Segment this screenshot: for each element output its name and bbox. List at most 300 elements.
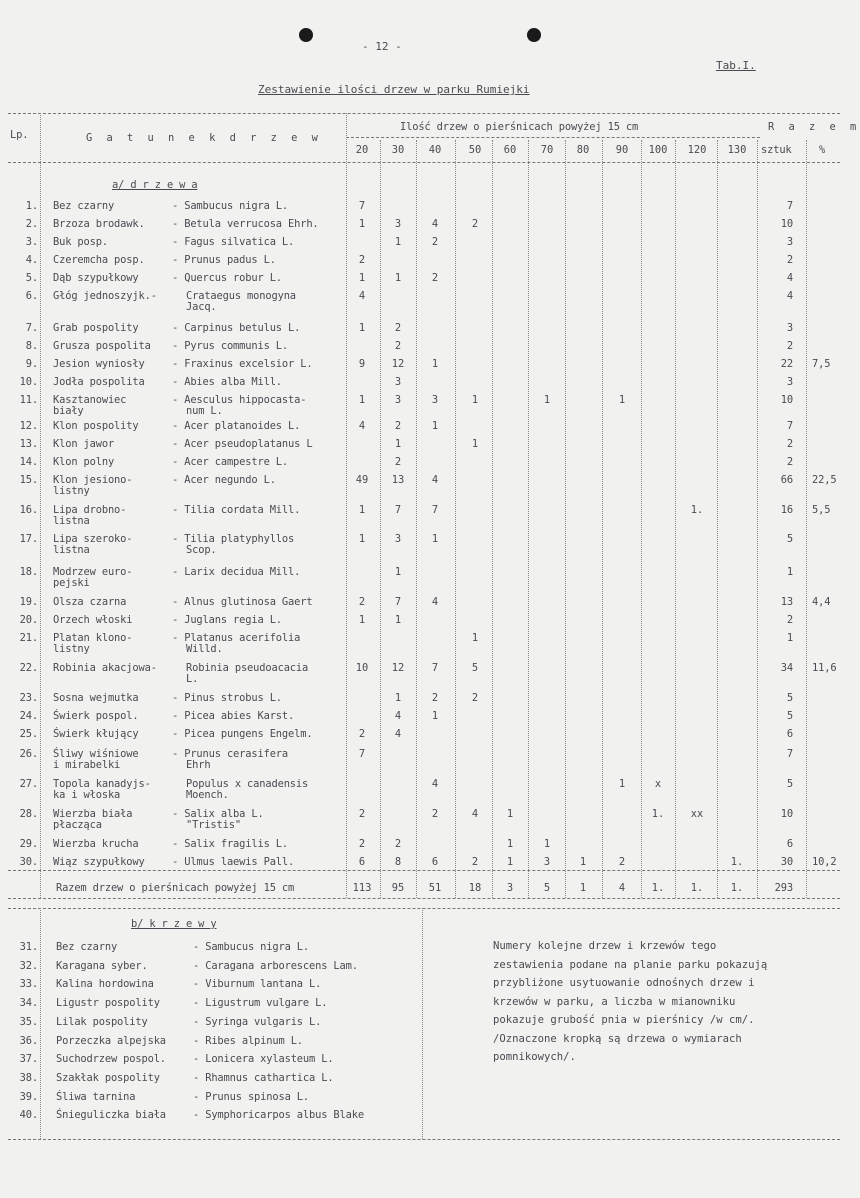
count-cell-100: x — [654, 778, 662, 790]
tree-common-name: biały — [53, 405, 84, 417]
count-cell-20: 1 — [358, 322, 366, 334]
tree-number: 26. — [19, 748, 38, 760]
tree-number: 1. — [25, 200, 38, 212]
count-cell-20: 1 — [358, 533, 366, 545]
count-cell-70: 1 — [543, 838, 551, 850]
tree-latin-name: - Prunus padus L. — [172, 254, 276, 266]
tree-number: 15. — [19, 474, 38, 486]
row-total: 16 — [780, 504, 793, 516]
count-cell-20: 1 — [358, 394, 366, 406]
count-cell-20: 1 — [358, 272, 366, 284]
tree-common-name: Klon pospolity — [53, 420, 139, 432]
tree-number: 12. — [19, 420, 38, 432]
tree-number: 7. — [25, 322, 38, 334]
tree-common-name: Jesion wyniosły — [53, 358, 145, 370]
row-percent: 5,5 — [812, 504, 831, 516]
count-cell-30: 1 — [394, 566, 402, 578]
column-rule — [757, 140, 758, 898]
count-cell-20: 7 — [358, 748, 366, 760]
section-trees-heading: a/ d r z e w a — [112, 179, 198, 191]
tree-latin-name: - Pinus strobus L. — [172, 692, 282, 704]
tree-number: 14. — [19, 456, 38, 468]
count-cell-20: 49 — [355, 474, 369, 486]
tree-latin-name: - Salix fragilis L. — [172, 838, 289, 850]
count-cell-30: 2 — [394, 838, 402, 850]
tree-latin-name: L. — [186, 673, 199, 685]
tree-common-name: Modrzew euro- — [53, 566, 133, 578]
tree-latin-name: - Betula verrucosa Ehrh. — [172, 218, 319, 230]
row-total: 66 — [780, 474, 793, 486]
header-column-20: 20 — [355, 144, 369, 156]
tree-latin-name: - Alnus glutinosa Gaert — [172, 596, 313, 608]
column-rule — [455, 140, 456, 898]
tree-latin-name: - Abies alba Mill. — [172, 376, 282, 388]
header-column-40: 40 — [428, 144, 442, 156]
header-column-50: 50 — [468, 144, 482, 156]
count-cell-20: 2 — [358, 596, 366, 608]
tree-latin-name: Populus x canadensis — [186, 778, 309, 790]
tree-latin-name: - Acer pseudoplatanus L — [172, 438, 313, 450]
tree-number: 9. — [25, 358, 38, 370]
table-reference: Tab.I. — [716, 59, 756, 72]
sum-cell-50: 18 — [468, 882, 482, 894]
shrub-common-name: Szakłak pospolity — [56, 1071, 160, 1084]
count-cell-20: 2 — [358, 838, 366, 850]
count-cell-20: 4 — [358, 420, 366, 432]
tree-common-name: Brzoza brodawk. — [53, 218, 145, 230]
count-cell-20: 7 — [358, 200, 366, 212]
shrub-latin-name: - Viburnum lantana L. — [193, 978, 322, 991]
tree-number: 11. — [19, 394, 38, 406]
rule-line — [346, 137, 760, 138]
tree-latin-name: - Aesculus hippocasta- — [172, 394, 307, 406]
count-cell-40: 2 — [431, 808, 439, 820]
rule-line — [8, 908, 840, 909]
row-total: 6 — [786, 728, 793, 740]
tree-latin-name: - Picea pungens Engelm. — [172, 728, 313, 740]
count-cell-30: 2 — [394, 322, 402, 334]
header-column-100: 100 — [648, 144, 668, 156]
count-cell-30: 3 — [394, 394, 402, 406]
tree-common-name: Olsza czarna — [53, 596, 127, 608]
column-rule — [422, 908, 423, 1139]
header-circumference: Ilość drzew o pierśnicach powyżej 15 cm — [400, 121, 639, 133]
count-cell-20: 1 — [358, 504, 366, 516]
shrub-common-name: Lilak pospolity — [56, 1015, 148, 1028]
row-total: 2 — [786, 340, 793, 352]
tree-common-name: Buk posp. — [53, 236, 108, 248]
tree-common-name: Wierzba biała — [53, 808, 133, 820]
tree-number: 25. — [19, 728, 38, 740]
header-column-80: 80 — [576, 144, 590, 156]
count-cell-30: 12 — [391, 662, 405, 674]
count-cell-40: 1 — [431, 533, 439, 545]
tree-common-name: Kasztanowiec — [53, 394, 127, 406]
count-cell-60: 1 — [506, 856, 514, 868]
shrub-common-name: Karagana syber. — [56, 959, 148, 972]
column-rule — [806, 140, 807, 898]
shrub-common-name: Suchodrzew pospol. — [56, 1053, 166, 1066]
tree-number: 8. — [25, 340, 38, 352]
row-percent: 4,4 — [812, 596, 831, 608]
count-cell-20: 9 — [358, 358, 366, 370]
sum-cell-60: 3 — [506, 882, 514, 894]
tree-common-name: Klon jawor — [53, 438, 115, 450]
tree-common-name: Orzech włoski — [53, 614, 133, 626]
tree-common-name: Klon polny — [53, 456, 115, 468]
count-cell-30: 12 — [391, 358, 405, 370]
tree-common-name: listna — [53, 544, 90, 556]
tree-latin-name: - Acer negundo L. — [172, 474, 276, 486]
rule-line — [8, 162, 840, 163]
count-cell-20: 6 — [358, 856, 366, 868]
tree-number: 17. — [19, 533, 38, 545]
header-column-60: 60 — [503, 144, 517, 156]
shrub-latin-name: - Prunus spinosa L. — [193, 1090, 310, 1103]
count-cell-130: 1. — [730, 856, 744, 868]
section-shrubs-heading: b/ k r z e w y — [131, 918, 217, 930]
count-cell-70: 3 — [543, 856, 551, 868]
rule-line — [8, 870, 840, 871]
tree-number: 4. — [25, 254, 38, 266]
header-column-90: 90 — [615, 144, 629, 156]
count-cell-40: 2 — [431, 692, 439, 704]
tree-latin-name: Scop. — [186, 544, 217, 556]
tree-latin-name: "Tristis" — [186, 819, 241, 831]
shrub-common-name: Bez czarny — [56, 941, 118, 953]
count-cell-20: 10 — [355, 662, 369, 674]
tree-common-name: Bez czarny — [53, 200, 115, 212]
rule-line — [8, 1139, 840, 1140]
count-cell-120: 1. — [690, 504, 704, 516]
count-cell-20: 2 — [358, 254, 366, 266]
row-total: 10 — [780, 218, 793, 230]
row-total: 30 — [780, 856, 793, 868]
row-percent: 22,5 — [812, 474, 837, 486]
count-cell-30: 3 — [394, 533, 402, 545]
tree-latin-name: Moench. — [186, 789, 229, 801]
tree-number: 3. — [25, 236, 38, 248]
tree-latin-name: - Sambucus nigra L. — [172, 200, 289, 212]
sum-cell-30: 95 — [391, 882, 405, 894]
tree-common-name: Dąb szypułkowy — [53, 272, 139, 284]
count-cell-70: 1 — [543, 394, 551, 406]
tree-latin-name: - Juglans regia L. — [172, 614, 282, 626]
column-rule — [346, 113, 347, 898]
tree-latin-name: - Tilia platyphyllos — [172, 533, 295, 545]
explanatory-note: Numery kolejne drzew i krzewów tego zestawienia podane na planie parku pokazują przybliżone usytuowanie odnośnych drzew i krzewów w parku, a liczba w mianowniku pokazuje grubość pnia w pierśnicy /w cm/. /Oznaczone kropką są drzewa o wymiarach pomnikowych/. — [493, 940, 768, 1063]
punch-hole-right — [527, 28, 541, 42]
row-percent: 10,2 — [812, 856, 837, 868]
row-total: 2 — [786, 614, 793, 626]
shrub-number: 31. — [19, 941, 38, 953]
tree-latin-name: Jacq. — [186, 301, 217, 313]
count-cell-50: 1 — [471, 438, 479, 450]
tree-common-name: i mirabelki — [53, 759, 121, 771]
tree-number: 10. — [19, 376, 38, 388]
column-rule — [641, 140, 642, 898]
row-total: 3 — [786, 322, 793, 334]
row-total: 34 — [780, 662, 793, 674]
tree-latin-name: num L. — [186, 405, 223, 417]
tree-latin-name: - Fraxinus excelsior L. — [172, 358, 313, 370]
tree-common-name: Głóg jednoszyjk.- — [53, 290, 157, 302]
header-pieces: sztuk — [761, 144, 792, 156]
row-total: 6 — [786, 838, 793, 850]
row-total: 5 — [786, 778, 793, 790]
row-total: 5 — [786, 692, 793, 704]
row-total: 7 — [786, 200, 793, 212]
count-cell-80: 1 — [579, 856, 587, 868]
tree-latin-name: - Pyrus communis L. — [172, 340, 289, 352]
sum-total: 293 — [774, 882, 793, 894]
tree-common-name: ka i włoska — [53, 789, 121, 801]
tree-latin-name: - Fagus silvatica L. — [172, 236, 295, 248]
row-total: 2 — [786, 438, 793, 450]
shrub-common-name: Śliwa tarnina — [56, 1090, 136, 1103]
shrub-latin-name: - Syringa vulgaris L. — [193, 1015, 322, 1028]
count-cell-20: 4 — [358, 290, 366, 302]
count-cell-120: xx — [690, 808, 704, 820]
tree-latin-name: Crataegus monogyna — [186, 290, 296, 302]
tree-number: 23. — [19, 692, 38, 704]
shrub-latin-name: - Sambucus nigra L. — [193, 941, 310, 953]
count-cell-40: 4 — [431, 778, 439, 790]
tree-latin-name: - Salix alba L. — [172, 808, 264, 820]
row-total: 1 — [786, 566, 793, 578]
count-cell-30: 8 — [394, 856, 402, 868]
tree-latin-name: Ehrh — [186, 759, 211, 771]
sum-cell-80: 1 — [579, 882, 587, 894]
tree-number: 20. — [19, 614, 38, 626]
header-column-30: 30 — [391, 144, 405, 156]
row-total: 3 — [786, 236, 793, 248]
row-total: 13 — [780, 596, 793, 608]
count-cell-40: 1 — [431, 420, 439, 432]
count-cell-30: 4 — [394, 728, 402, 740]
tree-latin-name: Robinia pseudoacacia — [186, 662, 309, 674]
tree-latin-name: - Prunus cerasifera — [172, 748, 289, 760]
tree-number: 18. — [19, 566, 38, 578]
row-total: 22 — [780, 358, 793, 370]
tree-latin-name: - Acer platanoides L. — [172, 420, 301, 432]
shrub-number: 36. — [19, 1034, 38, 1047]
header-column-120: 120 — [687, 144, 707, 156]
sum-cell-70: 5 — [543, 882, 551, 894]
row-percent: 7,5 — [812, 358, 831, 370]
row-total: 7 — [786, 420, 793, 432]
tree-common-name: listny — [53, 643, 90, 655]
shrub-latin-name: - Symphoricarpos albus Blake — [193, 1109, 364, 1122]
column-rule — [565, 140, 566, 898]
tree-common-name: Jodła pospolita — [53, 376, 145, 388]
header-lp: Lp. — [10, 129, 29, 141]
count-cell-60: 1 — [506, 808, 514, 820]
count-cell-30: 2 — [394, 340, 402, 352]
count-cell-30: 1 — [394, 438, 402, 450]
count-cell-40: 2 — [431, 236, 439, 248]
tree-common-name: Czeremcha posp. — [53, 254, 145, 266]
sum-row-label: Razem drzew o pierśnicach powyżej 15 cm — [56, 882, 295, 894]
count-cell-30: 1 — [394, 614, 402, 626]
count-cell-100: 1. — [651, 808, 665, 820]
header-total: R a z e m — [768, 121, 860, 133]
tree-common-name: Grab pospolity — [53, 322, 139, 334]
shrub-latin-name: - Rhamnus cathartica L. — [193, 1071, 334, 1084]
tree-latin-name: - Picea abies Karst. — [172, 710, 295, 722]
row-total: 5 — [786, 710, 793, 722]
shrub-number: 35. — [19, 1015, 38, 1028]
row-total: 7 — [786, 748, 793, 760]
shrub-number: 37. — [19, 1053, 38, 1066]
page-number: - 12 - — [362, 40, 402, 53]
tree-common-name: Wiąz szypułkowy — [53, 856, 145, 868]
header-percent: % — [819, 144, 826, 156]
tree-common-name: Robinia akacjowa- — [53, 662, 157, 674]
sum-cell-40: 51 — [428, 882, 442, 894]
count-cell-50: 2 — [471, 692, 479, 704]
column-rule — [40, 113, 41, 898]
count-cell-30: 7 — [394, 596, 402, 608]
tree-common-name: Świerk kłujący — [53, 728, 139, 740]
count-cell-40: 1 — [431, 710, 439, 722]
tree-latin-name: - Platanus acerifolia — [172, 632, 301, 644]
count-cell-30: 1 — [394, 236, 402, 248]
row-percent: 11,6 — [812, 662, 837, 674]
tree-common-name: Platan klono- — [53, 632, 133, 644]
tree-common-name: Sosna wejmutka — [53, 692, 139, 704]
tree-number: 28. — [19, 808, 38, 820]
count-cell-30: 13 — [391, 474, 405, 486]
shrub-common-name: Porzeczka alpejska — [56, 1034, 166, 1047]
count-cell-20: 2 — [358, 808, 366, 820]
tree-latin-name: - Tilia cordata Mill. — [172, 504, 301, 516]
tree-number: 22. — [19, 662, 38, 674]
tree-common-name: Grusza pospolita — [53, 340, 151, 352]
sum-cell-90: 4 — [618, 882, 626, 894]
sum-cell-20: 113 — [352, 882, 372, 894]
header-species: G a t u n e k d r z e w — [86, 132, 322, 144]
row-total: 3 — [786, 376, 793, 388]
shrub-number: 34. — [19, 997, 38, 1010]
column-rule — [380, 140, 381, 898]
count-cell-30: 1 — [394, 692, 402, 704]
tree-latin-name: - Carpinus betulus L. — [172, 322, 301, 334]
tree-latin-name: - Acer campestre L. — [172, 456, 289, 468]
tree-number: 6. — [25, 290, 38, 302]
document-title: Zestawienie ilości drzew w parku Rumiejki — [258, 83, 530, 96]
tree-latin-name: - Ulmus laewis Pall. — [172, 856, 295, 868]
row-total: 2 — [786, 254, 793, 266]
count-cell-90: 2 — [618, 856, 626, 868]
count-cell-40: 4 — [431, 474, 439, 486]
tree-number: 19. — [19, 596, 38, 608]
row-total: 4 — [786, 290, 793, 302]
shrub-number: 40. — [19, 1109, 38, 1122]
count-cell-30: 2 — [394, 456, 402, 468]
count-cell-50: 1 — [471, 394, 479, 406]
shrub-number: 33. — [19, 978, 38, 991]
tree-common-name: Wierzba krucha — [53, 838, 139, 850]
rule-line — [8, 113, 840, 114]
count-cell-40: 7 — [431, 662, 439, 674]
tree-common-name: Lipa szeroko- — [53, 533, 133, 545]
tree-number: 30. — [19, 856, 38, 868]
tree-number: 27. — [19, 778, 38, 790]
count-cell-50: 2 — [471, 856, 479, 868]
count-cell-30: 2 — [394, 420, 402, 432]
tree-number: 5. — [25, 272, 38, 284]
count-cell-40: 7 — [431, 504, 439, 516]
tree-common-name: Klon jesiono- — [53, 474, 133, 486]
shrub-latin-name: - Lonicera xylasteum L. — [193, 1053, 334, 1066]
header-column-70: 70 — [540, 144, 554, 156]
tree-number: 2. — [25, 218, 38, 230]
count-cell-50: 1 — [471, 632, 479, 644]
shrub-latin-name: - Ligustrum vulgare L. — [193, 997, 328, 1010]
tree-number: 24. — [19, 710, 38, 722]
row-total: 1 — [786, 632, 793, 644]
tree-common-name: pejski — [53, 577, 90, 589]
count-cell-30: 3 — [394, 218, 402, 230]
column-rule — [40, 908, 41, 1139]
column-rule — [675, 140, 676, 898]
column-rule — [602, 140, 603, 898]
count-cell-60: 1 — [506, 838, 514, 850]
column-rule — [492, 140, 493, 898]
row-total: 5 — [786, 533, 793, 545]
tree-common-name: Topola kanadyjs- — [53, 778, 151, 790]
tree-number: 29. — [19, 838, 38, 850]
tree-common-name: Śliwy wiśniowe — [53, 748, 139, 760]
count-cell-30: 7 — [394, 504, 402, 516]
column-rule — [528, 140, 529, 898]
tree-common-name: Świerk pospol. — [53, 710, 139, 722]
count-cell-40: 4 — [431, 596, 439, 608]
sum-cell-130: 1. — [730, 882, 744, 894]
shrub-latin-name: - Caragana arborescens Lam. — [193, 959, 358, 972]
shrub-latin-name: - Ribes alpinum L. — [193, 1034, 303, 1047]
tree-common-name: płacząca — [53, 819, 102, 831]
count-cell-40: 2 — [431, 272, 439, 284]
shrub-number: 38. — [19, 1071, 38, 1084]
count-cell-20: 2 — [358, 728, 366, 740]
count-cell-40: 6 — [431, 856, 439, 868]
tree-latin-name: - Larix decidua Mill. — [172, 566, 301, 578]
shrub-common-name: Kalina hordowina — [56, 978, 154, 991]
row-total: 10 — [780, 394, 793, 406]
column-rule — [717, 140, 718, 898]
tree-number: 13. — [19, 438, 38, 450]
count-cell-50: 2 — [471, 218, 479, 230]
count-cell-30: 1 — [394, 272, 402, 284]
header-column-130: 130 — [727, 144, 747, 156]
row-total: 4 — [786, 272, 793, 284]
tree-latin-name: - Quercus robur L. — [172, 272, 282, 284]
shrub-number: 32. — [19, 959, 38, 972]
count-cell-30: 3 — [394, 376, 402, 388]
tree-common-name: Lipa drobno- — [53, 504, 127, 516]
count-cell-20: 1 — [358, 218, 366, 230]
tree-common-name: listna — [53, 515, 90, 527]
shrub-number: 39. — [19, 1090, 38, 1103]
count-cell-50: 5 — [471, 662, 479, 674]
sum-cell-120: 1. — [690, 882, 704, 894]
count-cell-90: 1 — [618, 778, 626, 790]
row-total: 10 — [780, 808, 793, 820]
tree-number: 16. — [19, 504, 38, 516]
tree-latin-name: Willd. — [186, 643, 223, 655]
